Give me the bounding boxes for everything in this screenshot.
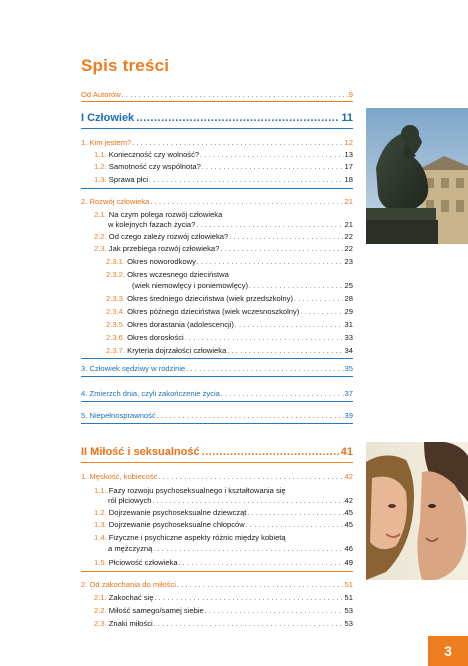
toc-entry[interactable] (81, 197, 353, 208)
toc-text: Zmierzch dnia, czyli zakończenie życia (89, 389, 220, 398)
toc-entry[interactable] (81, 472, 353, 483)
toc-page: 53 (344, 606, 353, 615)
toc-page: 22 (344, 244, 353, 253)
toc-text: Niepełnosprawność (89, 411, 156, 420)
toc-entry[interactable] (106, 333, 353, 344)
toc-num: 4. (81, 389, 88, 398)
toc-num: 2.3.3. (106, 294, 125, 303)
toc-entry-line1[interactable] (94, 210, 353, 219)
toc-entry[interactable] (106, 320, 353, 331)
toc-text: Sprawa płci (108, 175, 149, 184)
toc-leader (179, 560, 344, 569)
toc-leader (221, 391, 344, 400)
toc-num: 1.1. (94, 150, 107, 159)
divider (81, 401, 353, 402)
toc-entry[interactable] (106, 257, 353, 268)
toc-leader (220, 246, 343, 255)
toc-page: 29 (344, 307, 353, 316)
toc-num: 1.3. (94, 520, 107, 529)
chapter-1-heading[interactable] (81, 112, 353, 125)
toc-num: 2.3.1. (106, 257, 125, 266)
toc-page: 33 (344, 333, 353, 342)
divider (81, 128, 353, 129)
toc-text: Od Autorów (81, 90, 121, 99)
toc-num: 1.4. (94, 533, 107, 542)
toc-leader (158, 474, 343, 483)
toc-num: 1.3. (94, 175, 107, 184)
toc-num: 2.3.2. (106, 270, 125, 279)
toc-leader (154, 621, 344, 630)
toc-entry[interactable] (94, 593, 353, 604)
toc-entry[interactable] (94, 508, 353, 519)
toc-text: Samotność czy wspólnota? (108, 162, 201, 171)
toc-text: (wiek niemowlęcy i poniemowlęcy) (132, 281, 249, 290)
toc-num: 2. (81, 197, 88, 206)
toc-text: Kim jestem? (89, 138, 132, 147)
toc-leader (202, 164, 344, 173)
divider (81, 462, 353, 463)
toc-entry[interactable] (81, 364, 353, 375)
toc-text: Rozwój człowieka (89, 197, 150, 206)
toc-page: 46 (344, 544, 353, 553)
toc-page: 53 (344, 619, 353, 628)
toc-leader (122, 92, 348, 101)
toc-text: Człowiek sędziwy w rodzinie (89, 364, 186, 373)
toc-page: 45 (344, 520, 353, 529)
toc-text: Okres dorosłości (127, 333, 184, 342)
toc-entry-line2[interactable] (108, 496, 353, 507)
toc-text: Dojrzewanie psychoseksualne dziewcząt (108, 508, 247, 517)
toc-leader (294, 296, 344, 305)
toc-leader (155, 595, 344, 604)
toc-entry[interactable] (94, 175, 353, 186)
toc-entry[interactable] (106, 294, 353, 305)
toc-page: 34 (344, 346, 353, 355)
toc-num: 3. (81, 364, 88, 373)
toc-text: Okres wczesnego dzieciństwa (127, 270, 229, 279)
toc-leader (249, 283, 343, 292)
toc-leader (150, 199, 343, 208)
toc-num: 2.1. (94, 593, 107, 602)
toc-num: 2.3.4. (106, 307, 125, 316)
toc-page: 23 (344, 257, 353, 266)
toc-entry-line2[interactable] (108, 220, 353, 231)
toc-text: Od zakochania do miłości (89, 580, 176, 589)
toc-leader (200, 152, 343, 161)
toc-page: 42 (344, 496, 353, 505)
toc-text: Jak przebiega rozwój człowieka? (108, 244, 220, 253)
toc-page: 42 (344, 472, 353, 481)
toc-page: 51 (344, 593, 353, 602)
toc-num: 1. (81, 138, 88, 147)
toc-page: 49 (344, 558, 353, 567)
toc-text: Fizyczne i psychiczne aspekty różnic między kobietą (108, 533, 286, 542)
divider (81, 423, 353, 424)
chapter-2-heading[interactable] (81, 446, 353, 459)
toc-num: 2.1. (94, 210, 107, 219)
divider (81, 376, 353, 377)
toc-page: 39 (344, 411, 353, 420)
toc-page: 35 (344, 364, 353, 373)
toc-page: 18 (344, 175, 353, 184)
couple-photo (366, 442, 468, 580)
toc-num: 1.2. (94, 162, 107, 171)
toc-text: Fazy rozwoju psychoseksualnego i kształtowania się (108, 486, 286, 495)
toc-num: 2.3.5. (106, 320, 125, 329)
divider (81, 101, 353, 102)
toc-leader (197, 259, 344, 268)
toc-leader (202, 446, 339, 459)
toc-text: Na czym polega rozwój człowieka (108, 210, 223, 219)
toc-entry[interactable] (94, 520, 353, 531)
toc-num: 2.3.6. (106, 333, 125, 342)
toc-leader (185, 335, 344, 344)
toc-leader (149, 177, 343, 186)
toc-page: 37 (344, 389, 353, 398)
toc-text: Kryteria dojrzałości człowieka (127, 346, 227, 355)
toc-leader (132, 140, 343, 149)
toc-num: 2. (81, 580, 88, 589)
toc-entry[interactable] (81, 389, 353, 400)
toc-text: Okres noworodkowy (127, 257, 196, 266)
toc-text: Znaki miłości (108, 619, 153, 628)
thinker-statue-photo (366, 108, 468, 244)
toc-leader (177, 582, 344, 591)
toc-entry-line1[interactable] (106, 270, 353, 279)
toc-entry[interactable] (106, 307, 353, 318)
toc-leader (205, 608, 344, 617)
toc-num: 1.1. (94, 486, 107, 495)
toc-num: 1.2. (94, 508, 107, 517)
toc-page: 12 (344, 138, 353, 147)
toc-entry[interactable] (94, 244, 353, 255)
toc-text: w kolejnych fazach życia? (108, 220, 196, 229)
toc-entry[interactable] (94, 619, 353, 630)
toc-text: Okres średniego dzieciństwa (wiek przedszkolny) (127, 294, 293, 303)
toc-entry[interactable] (94, 162, 353, 173)
toc-text: Miłość samego/samej siebie (108, 606, 204, 615)
toc-text: Okres późnego dzieciństwa (wiek wczesnoszkolny) (127, 307, 300, 316)
toc-num: 1. (81, 472, 88, 481)
toc-leader (196, 222, 343, 231)
toc-authors[interactable] (81, 90, 353, 101)
toc-entry[interactable] (81, 580, 353, 591)
toc-text: ról płciowych (108, 496, 152, 505)
toc-leader (157, 413, 344, 422)
toc-text: Męskość, kobiecość (89, 472, 158, 481)
toc-page: 21 (344, 220, 353, 229)
toc-page: 9 (348, 90, 353, 99)
toc-page: 45 (344, 508, 353, 517)
toc-page: 31 (344, 320, 353, 329)
toc-num: 2.2. (94, 232, 107, 241)
toc-leader (300, 309, 343, 318)
page-number: 3 (428, 636, 468, 666)
toc-page: 17 (344, 162, 353, 171)
toc-num: 5. (81, 411, 88, 420)
toc-page: 51 (344, 580, 353, 589)
toc-leader (246, 522, 344, 531)
toc-leader (136, 112, 339, 125)
toc-num: 2.2. (94, 606, 107, 615)
toc-entry[interactable] (94, 558, 353, 569)
divider (81, 188, 353, 189)
toc-leader (235, 322, 344, 331)
chapter-title: I Człowiek (81, 112, 135, 124)
toc-leader (153, 546, 343, 555)
toc-text: Okres dorastania (adolescencji) (127, 320, 234, 329)
toc-leader (229, 234, 343, 243)
chapter-page: 11 (341, 112, 353, 124)
toc-text: a mężczyzną (108, 544, 153, 553)
toc-page: 25 (344, 281, 353, 290)
toc-text: Od czego zależy rozwój człowieka? (108, 232, 229, 241)
toc-text: Dojrzewanie psychoseksualne chłopców (108, 520, 245, 529)
toc-entry[interactable] (94, 606, 353, 617)
toc-page: 21 (344, 197, 353, 206)
page-title: Spis treści (81, 56, 170, 75)
toc-leader (227, 348, 343, 357)
toc-page: 13 (344, 150, 353, 159)
toc-num: 2.3. (94, 244, 107, 253)
toc-entry[interactable] (81, 138, 353, 149)
toc-entry[interactable] (94, 232, 353, 243)
toc-entry[interactable] (81, 411, 353, 422)
divider (81, 571, 353, 572)
toc-entry-line2[interactable] (108, 544, 353, 555)
toc-entry-line2[interactable] (132, 281, 353, 292)
toc-entry-line1[interactable] (94, 533, 353, 542)
toc-entry[interactable] (106, 346, 353, 357)
divider (81, 358, 353, 359)
toc-leader (247, 510, 343, 519)
toc-entry-line1[interactable] (94, 486, 353, 495)
toc-page: 22 (344, 232, 353, 241)
chapter-page: 41 (340, 446, 353, 458)
toc-text: Konieczność czy wolność? (108, 150, 200, 159)
toc-text: Płciowość człowieka (108, 558, 178, 567)
toc-num: 2.3.7. (106, 346, 125, 355)
toc-page: 28 (344, 294, 353, 303)
toc-leader (152, 498, 343, 507)
toc-leader (186, 366, 343, 375)
chapter-title: II Miłość i seksualność (81, 446, 200, 458)
toc-num: 2.3. (94, 619, 107, 628)
toc-num: 1.5. (94, 558, 107, 567)
toc-entry[interactable] (94, 150, 353, 161)
toc-text: Zakochać się (108, 593, 154, 602)
